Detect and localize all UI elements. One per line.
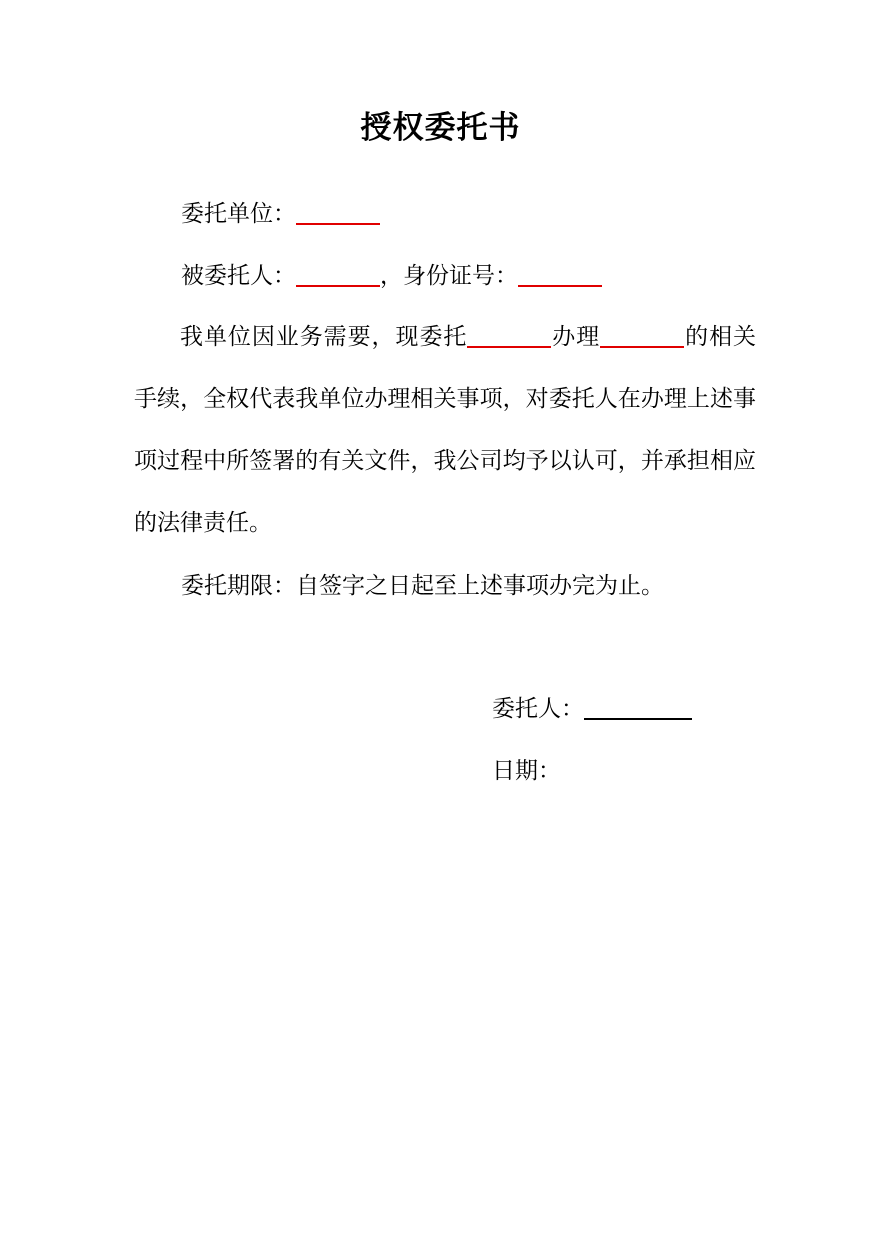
entrusting-unit-blank[interactable] (296, 199, 380, 225)
date-label: 日期： (492, 758, 561, 784)
matter-blank-inline[interactable] (600, 322, 684, 348)
id-separator: ， (380, 263, 403, 289)
entrusting-unit-label: 委托单位： (181, 201, 296, 227)
trustee-name-blank[interactable] (296, 261, 380, 287)
document-title: 授权委托书 (360, 110, 521, 146)
paragraph-part-2: 办理 (551, 324, 601, 350)
signer-line (492, 693, 692, 725)
entrusting-unit-line (181, 198, 380, 230)
id-number-blank[interactable] (518, 261, 602, 287)
paragraph-part-3: 的相关手续，全权代表我单位办理相关事项，对委托人在办理上述事项过程中所签署的有关文件，我公司均予以认可，并承担相应的法律责任。 (134, 324, 757, 536)
date-line (492, 755, 561, 787)
id-number-label: 身份证号： (403, 263, 518, 289)
paragraph-part-1: 我单位因业务需要，现委托 (180, 324, 468, 350)
signature-blank[interactable] (584, 694, 692, 720)
authorization-paragraph (134, 306, 756, 554)
trustee-blank-inline[interactable] (467, 322, 551, 348)
trustee-label: 被委托人： (181, 263, 296, 289)
trustee-line (181, 260, 602, 292)
signer-label: 委托人： (492, 696, 584, 722)
term-line: 委托期限：自签字之日起至上述事项办完为止。 (181, 573, 664, 599)
